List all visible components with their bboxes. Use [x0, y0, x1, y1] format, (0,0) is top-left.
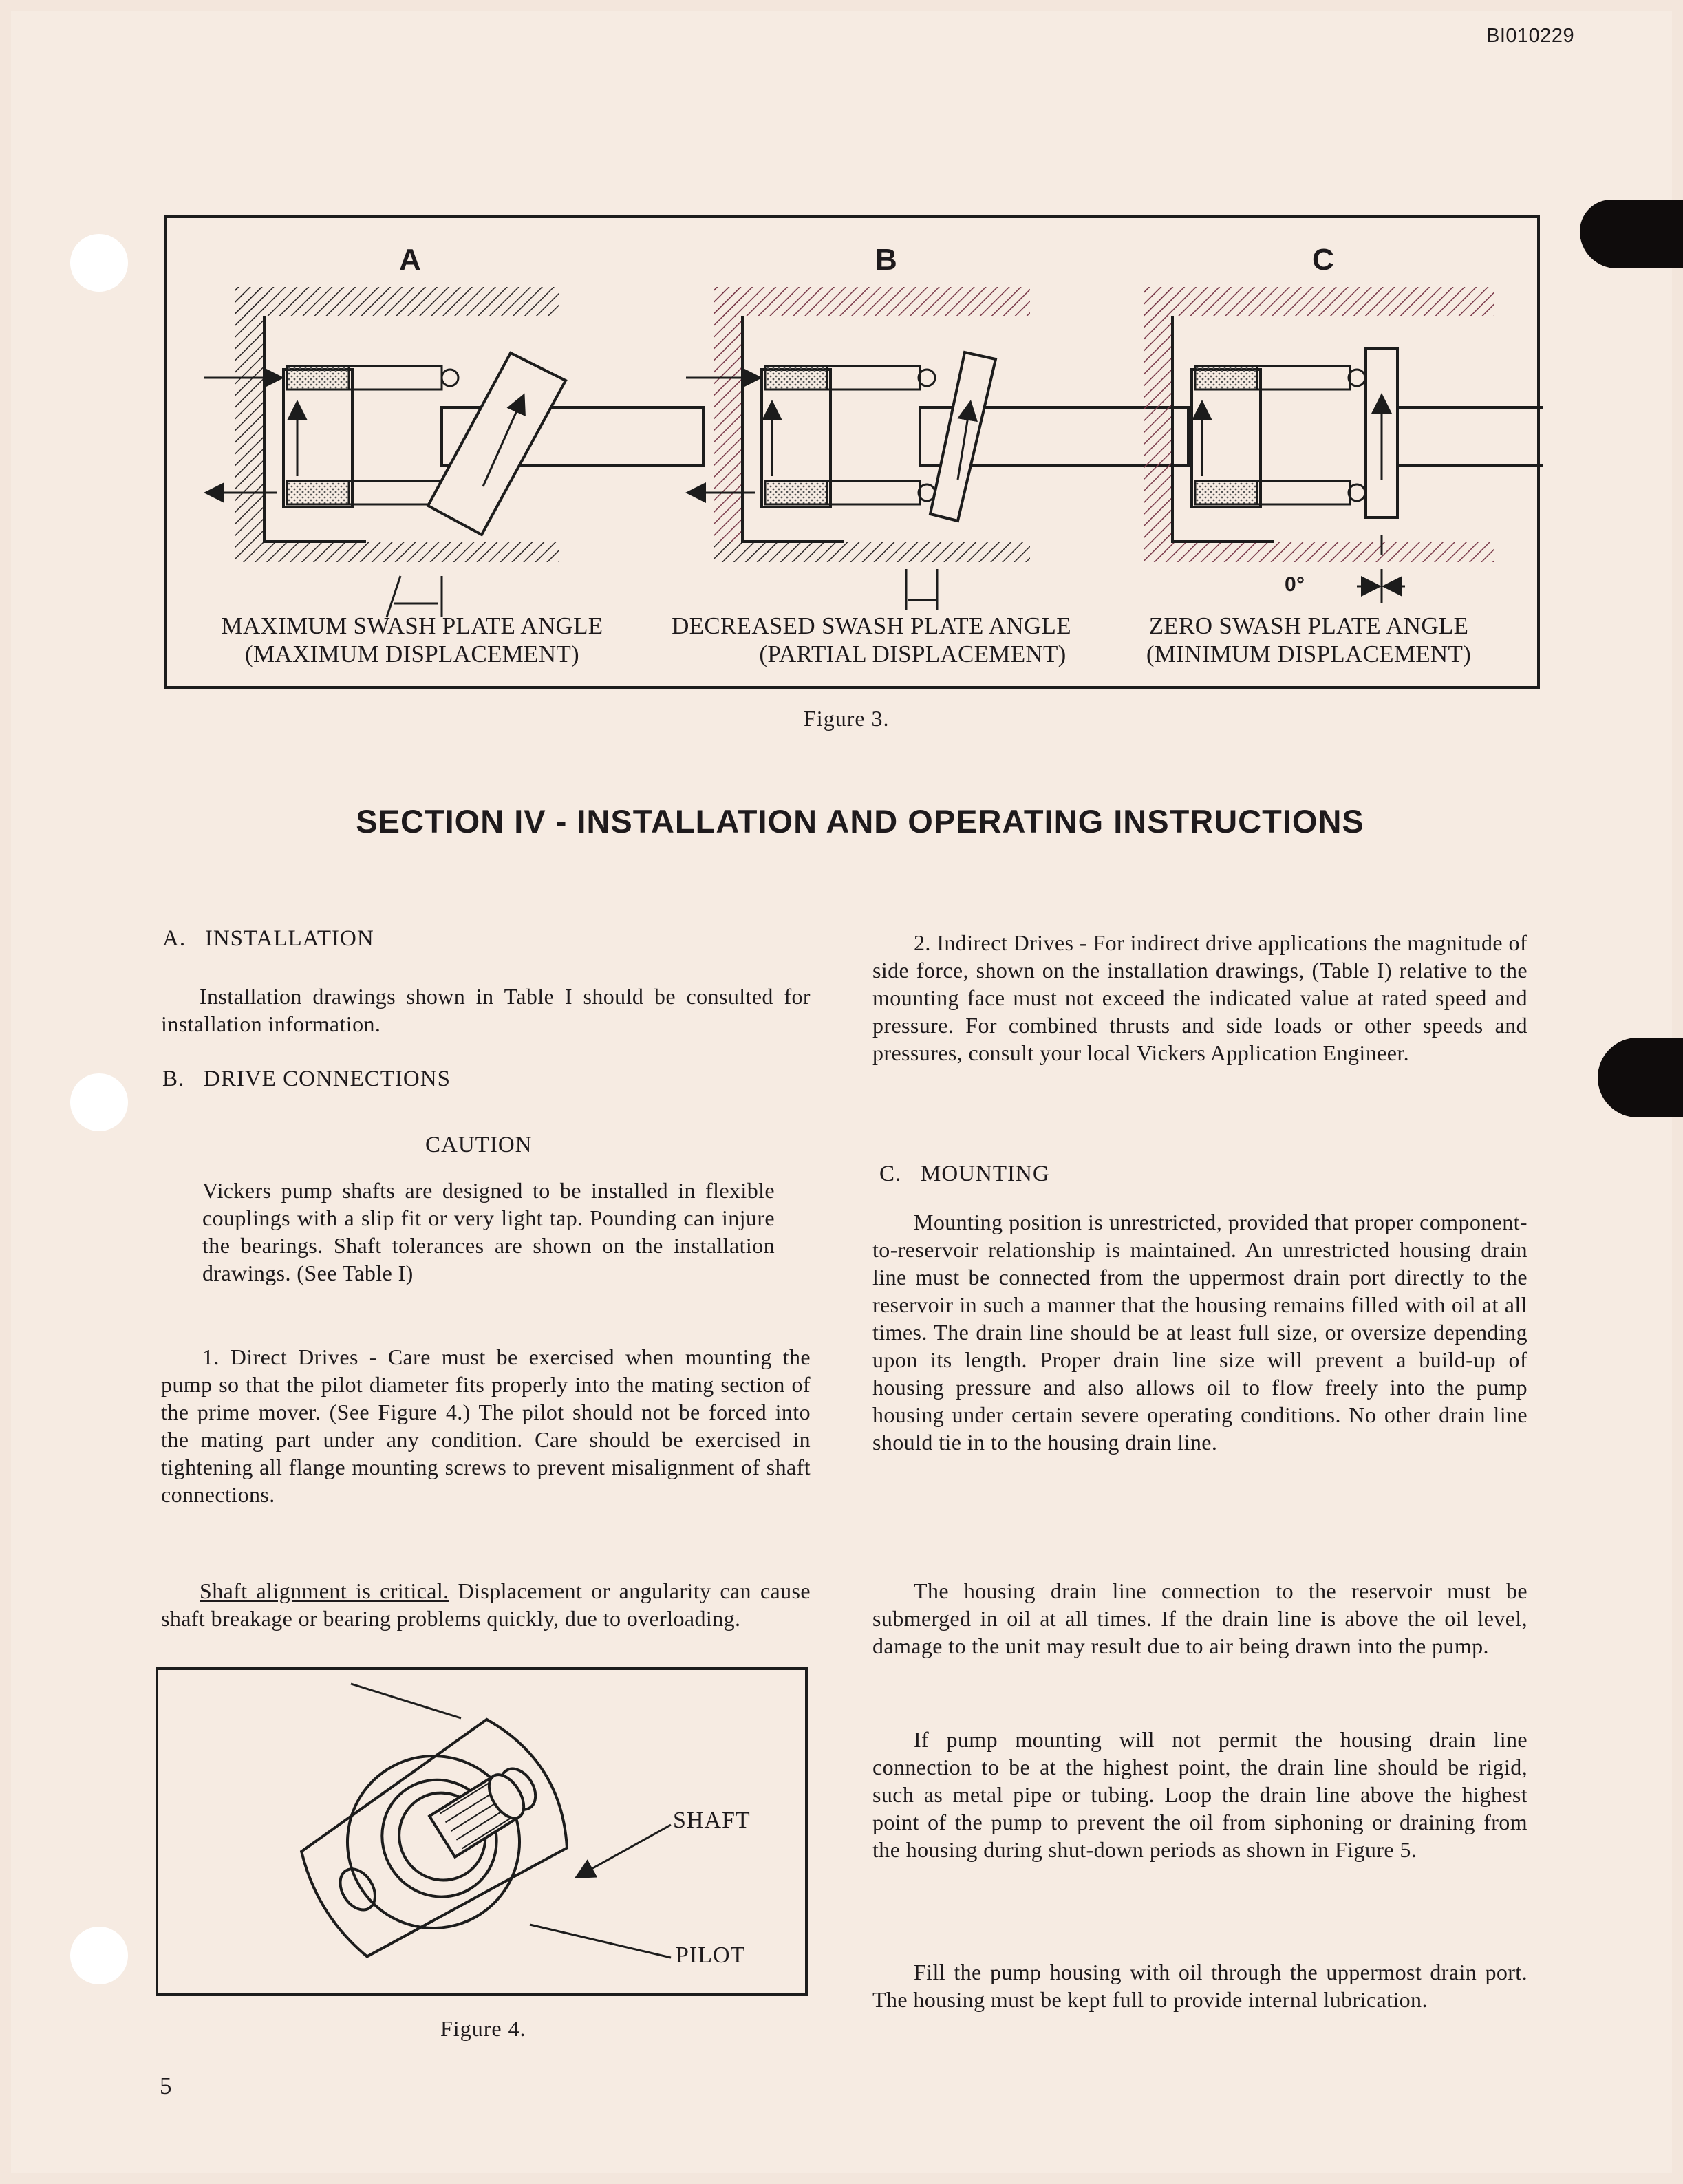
section-title: SECTION IV - INSTALLATION AND OPERATING INSTRUCTIONS: [356, 803, 1364, 839]
fill-paragraph: [872, 1958, 1527, 2013]
mounting-text: Mounting position is unrestricted, provided that proper component-to-reservoir relationship is maintained. An unrestricted housing drain line must be connected from the uppermost drain port directly to the reservoir in such a manner that the housing remains filled with oil at all times. The drain line should be at least full size, or oversize depending upon its length. Proper drain line size will prevent a build-up of housing pressure and also allows oil to flow freely into the pump housing under certain severe operating conditions. No other drain line should tie in to the housing drain line.: [872, 1210, 1527, 1455]
installation-paragraph: [161, 983, 811, 1038]
panel-c-caption-line1: ZERO SWASH PLATE ANGLE: [1148, 612, 1469, 639]
panel-c-diagram: [1144, 287, 1543, 603]
caution-text: Vickers pump shafts are designed to be installed in flexible couplings with a slip fit or very light tap. Pounding can injure the bearings. Shaft tolerances are shown on the installation drawings. (See Table I): [202, 1178, 775, 1285]
drive-connections-heading: B. DRIVE CONNECTIONS: [162, 1067, 451, 1091]
installation-heading: A. INSTALLATION: [162, 926, 374, 951]
direct-drives-paragraph: [161, 1343, 811, 1508]
panel-c-letter: C: [1312, 243, 1334, 277]
panel-c-caption-line2: (MINIMUM DISPLACEMENT): [1146, 641, 1472, 667]
caution-paragraph: [202, 1177, 775, 1287]
panel-c-caption: [1106, 612, 1512, 668]
panel-b-caption-line2: (PARTIAL DISPLACEMENT): [759, 641, 1066, 667]
binder-hole-middle: [70, 1073, 128, 1131]
punch-mark-middle: [1598, 1038, 1683, 1117]
panel-a-letter: A: [399, 243, 421, 277]
panel-b-diagram: [686, 287, 1188, 610]
shaft-label: SHAFT: [673, 1808, 751, 1833]
panel-b-letter: B: [875, 243, 897, 277]
mounting-limit-paragraph: [872, 1726, 1527, 1863]
alignment-emphasis: Shaft alignment is critical.: [200, 1578, 449, 1603]
direct-drives-text: 1. Direct Drives - Care must be exercised when mounting the pump so that the pilot diameter fits properly into the mating section of the prime mover. (See Figure 4.) The pilot should not be forced into the mating part under any condition. Care should be exercised in tightening all flange mounting screws to prevent misalignment of shaft connections.: [161, 1345, 811, 1507]
figure-3-swash-plate-diagram: [164, 215, 1540, 689]
document-id: BI010229: [1486, 25, 1575, 47]
drain-connection-text: The housing drain line connection to the reservoir must be submerged in oil at all times. If the drain line is above the oil level, damage to the unit may result due to air being drawn into the pump.: [872, 1578, 1527, 1658]
panel-b-caption: [643, 612, 1100, 668]
alignment-text: Displacement or angularity can cause shaft breakage or bearing problems quickly, due to overloading.: [161, 1578, 811, 1631]
indirect-drives-text: 2. Indirect Drives - For indirect drive applications the magnitude of side force, shown on the installation drawings, (Table I) relative to the mounting face must not exceed the indicated value at rated speed and pressure. For combined thrusts and side loads or other speeds and pressures, consult your local Vickers Application Engineer.: [872, 930, 1527, 1065]
caution-heading: CAUTION: [425, 1133, 533, 1157]
pilot-label: PILOT: [676, 1942, 746, 1968]
page-number: 5: [160, 2073, 172, 2099]
binder-hole-bottom: [70, 1927, 128, 1984]
panel-a-caption-line1: MAXIMUM SWASH PLATE ANGLE: [221, 612, 603, 639]
panel-a-diagram: [204, 287, 703, 617]
mounting-limit-text: If pump mounting will not permit the housing drain line connection to be at the highest point, the drain line should be rigid, such as metal pipe or tubing. Loop the drain line above the highest point of the pump to prevent the oil from siphoning or draining from the housing during shut-down periods as shown in Figure 5.: [872, 1727, 1527, 1862]
panel-b-caption-line1: DECREASED SWASH PLATE ANGLE: [672, 612, 1071, 639]
indirect-drives-paragraph: [872, 929, 1527, 1067]
punch-mark-top: [1580, 200, 1683, 268]
mounting-paragraph: [872, 1208, 1527, 1456]
installation-text: Installation drawings shown in Table I should be consulted for installation information.: [161, 984, 811, 1036]
figure-3-caption: Figure 3.: [804, 706, 890, 731]
drain-connection-paragraph: [872, 1577, 1527, 1660]
panel-a-caption: [195, 612, 629, 668]
alignment-paragraph: [161, 1577, 811, 1632]
panel-a-caption-line2: (MAXIMUM DISPLACEMENT): [245, 641, 579, 667]
fill-text: Fill the pump housing with oil through the uppermost drain port. The housing must be kept full to provide internal lubrication.: [872, 1960, 1527, 2012]
mounting-heading: C. MOUNTING: [879, 1161, 1050, 1186]
binder-hole-top: [70, 234, 128, 292]
figure-4-caption: Figure 4.: [440, 2016, 526, 2041]
figure-4-pump-mounting: [156, 1667, 808, 1996]
zero-angle-label: 0°: [1285, 573, 1305, 596]
